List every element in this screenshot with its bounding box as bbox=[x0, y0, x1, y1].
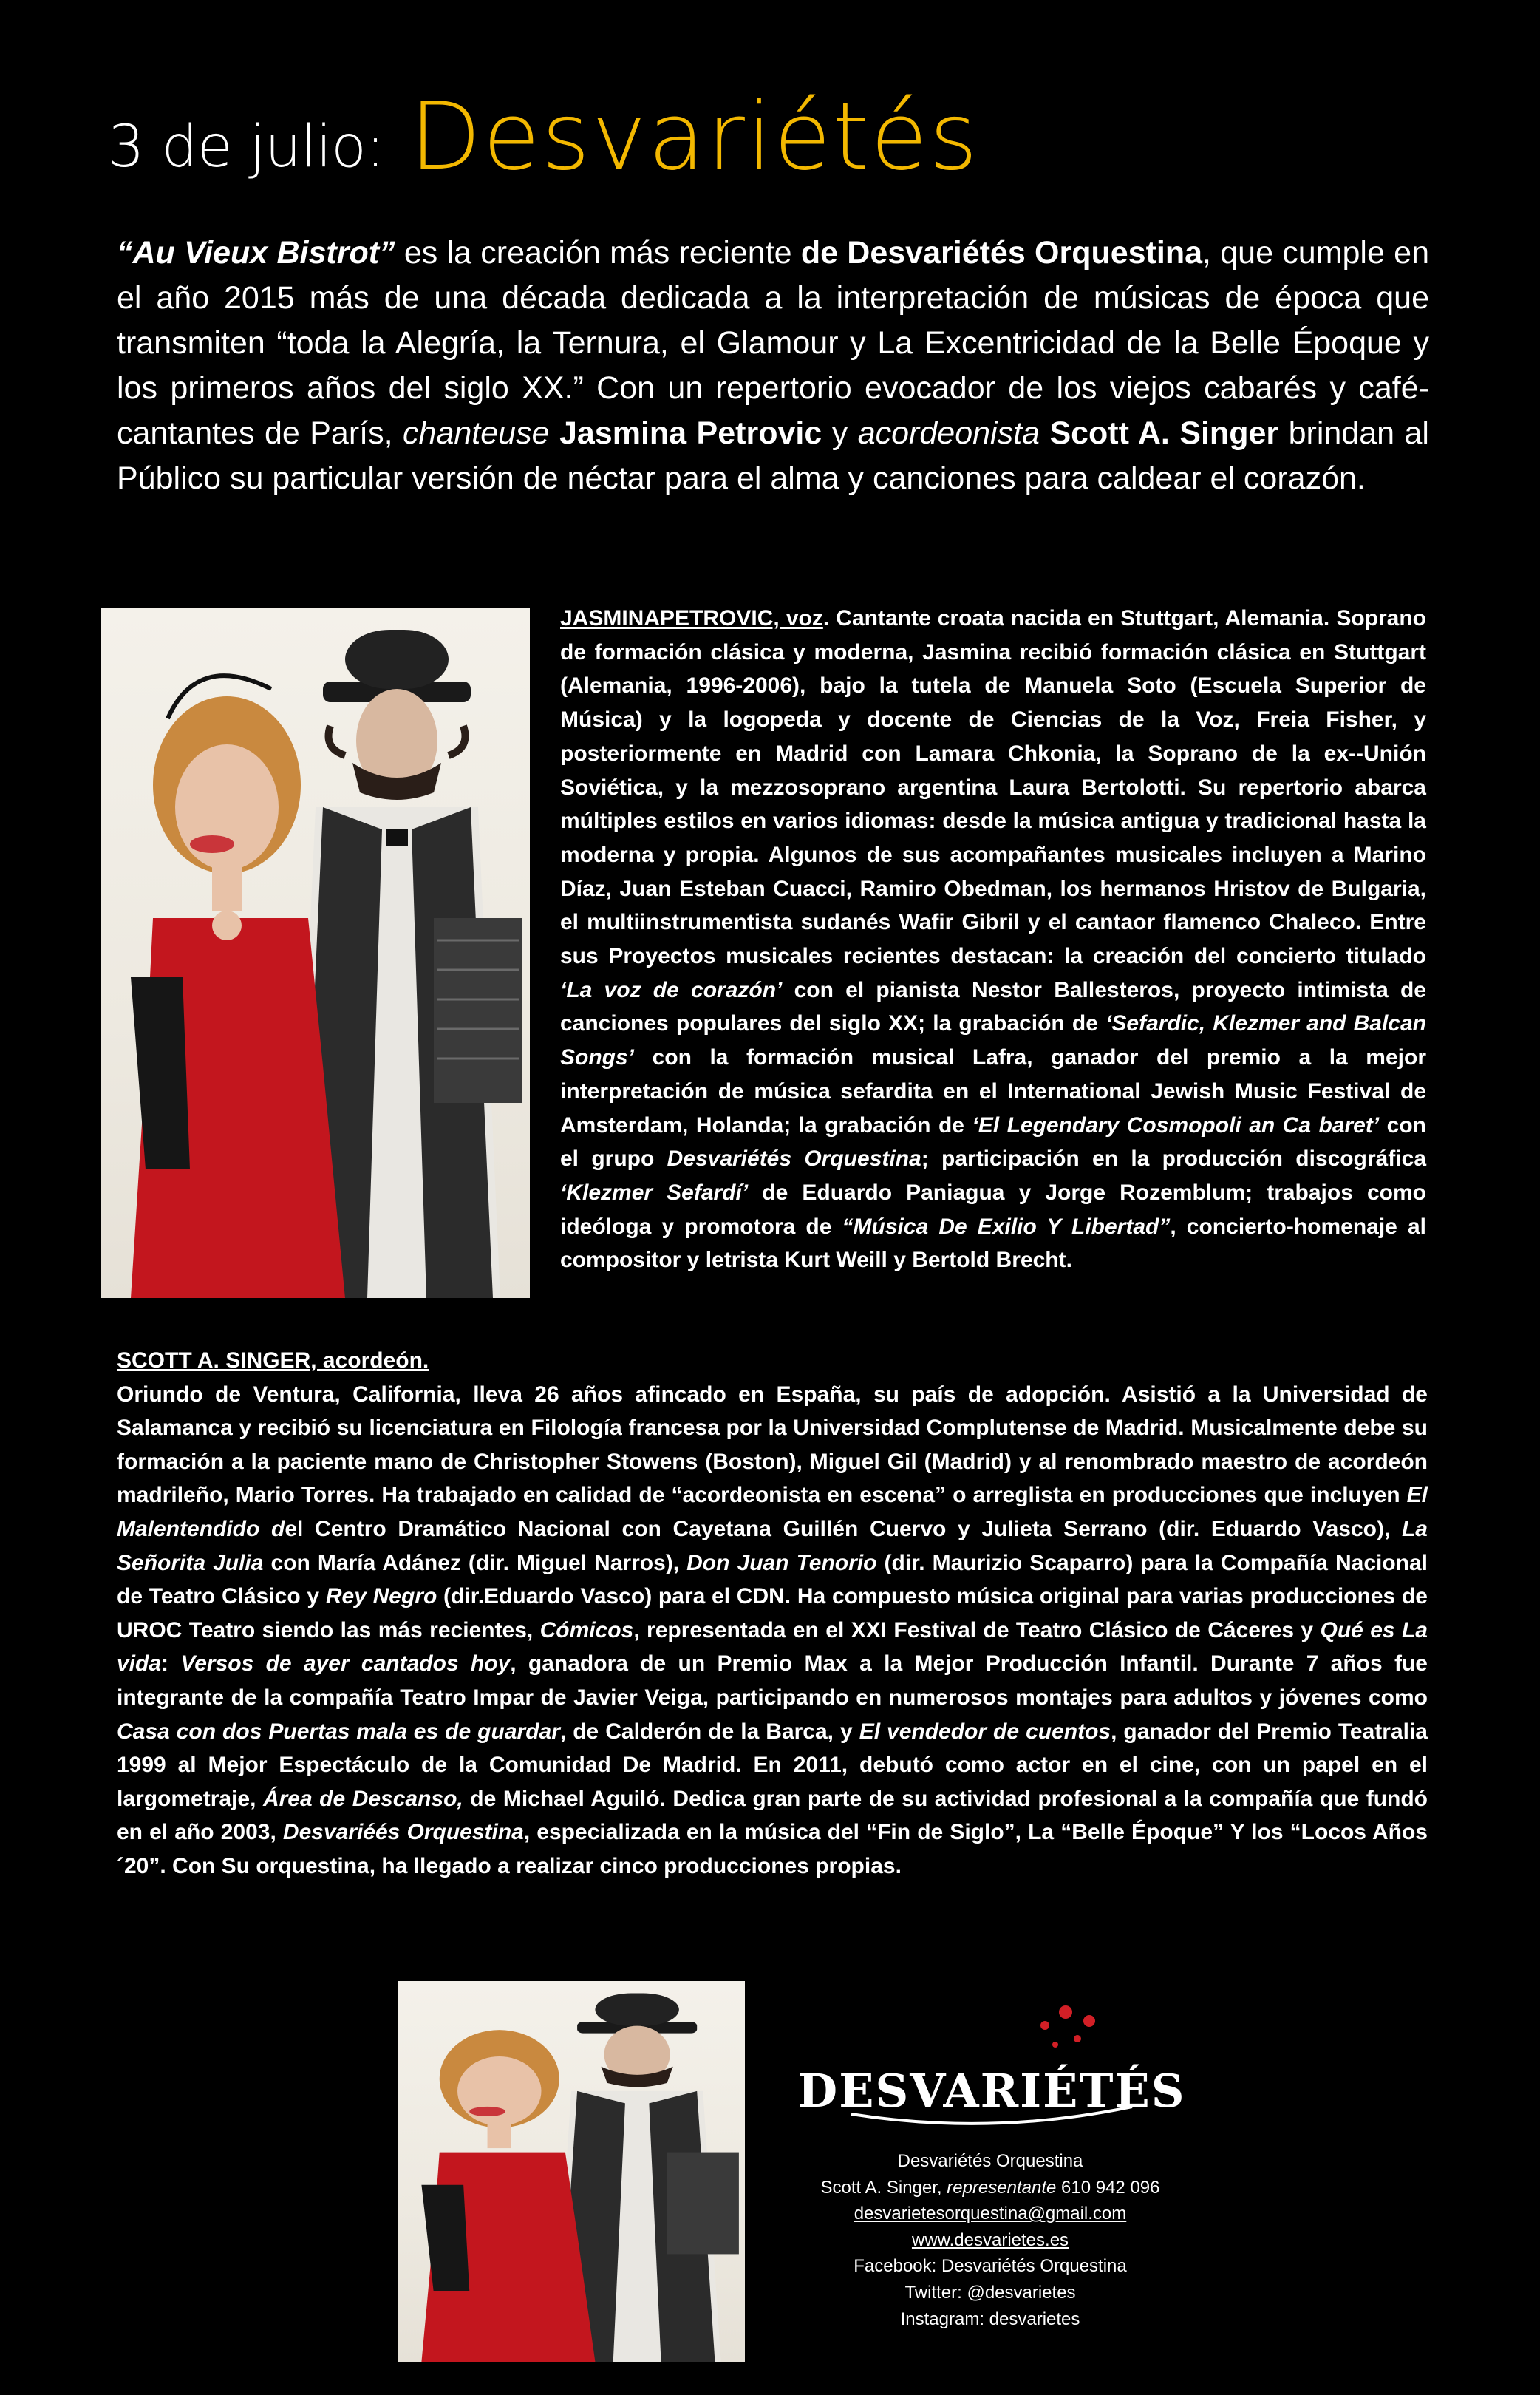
logo-dot bbox=[1040, 2021, 1049, 2030]
intro-bold-jasmina: Jasmina Petrovic bbox=[559, 415, 822, 451]
bio-italic: ‘La voz de corazón’ bbox=[560, 977, 783, 1002]
logo-dot bbox=[1074, 2035, 1081, 2042]
intro-text bbox=[1040, 415, 1049, 451]
bio-text: de Eduardo Paniagua y Jorge Rozemblum; trabajos como ideóloga y promotora de bbox=[560, 1180, 1426, 1239]
bio-scott-heading: SCOTT A. SINGER, acordeón. bbox=[117, 1348, 429, 1373]
bio-jasmina bbox=[560, 602, 1426, 1277]
duo-photo bbox=[101, 608, 530, 1298]
bio-text: con el grupo bbox=[560, 1112, 1427, 1172]
intro-show-title: “Au Vieux Bistrot” bbox=[117, 235, 395, 271]
bio-italic: Rey Negro bbox=[325, 1584, 437, 1609]
contact-email-link[interactable]: desvarietesorquestina@gmail.com bbox=[854, 2204, 1127, 2224]
bio-text: , concierto-homenaje al compositor y letrista Kurt Weill y Bertold Brecht. bbox=[560, 1214, 1426, 1273]
bio-italic: Versos de ayer cantados hoy bbox=[180, 1651, 511, 1676]
logo-dot bbox=[1052, 2042, 1058, 2048]
duo-photo-small-illustration bbox=[398, 1981, 745, 2362]
bio-text: (dir. Maurizio Scaparro) para la Compañía Nacional de Teatro Clásico y bbox=[117, 1550, 1428, 1609]
bio-text: , especializada en la música del “Fin de Siglo”, La “Belle Époque” Y los “Locos Años ´20”. Con Su orquestina, ha llegado a realizar cinco producciones propias. bbox=[117, 1820, 1428, 1878]
bio-italic: Casa con dos Puertas mala es de guardar bbox=[117, 1719, 560, 1744]
bio-scott bbox=[117, 1344, 1428, 1883]
intro-bold-scott: Scott A. Singer bbox=[1049, 415, 1279, 451]
bio-text: con la formación musical Lafra, ganador del premio a la mejor interpretación de música sefardita en el International Jewish Music Festival de Amsterdam, Holanda; la grabación de bbox=[560, 1045, 1426, 1138]
bio-italic: Cómicos bbox=[539, 1617, 634, 1642]
logo-dot bbox=[1083, 2015, 1095, 2027]
contact-block bbox=[769, 2148, 1212, 2332]
contact-rep-phone: 610 942 096 bbox=[1056, 2177, 1160, 2198]
intro-text: y bbox=[822, 415, 858, 451]
page-title bbox=[108, 71, 979, 197]
intro-text: , que cumple en el año 2015 más de una década dedicada a la interpretación de músicas de época que transmiten “toda la Alegría, la Ternura, el Glamour y La Excentricidad de la Belle Époque y los primeros años del siglo XX.” Con un repertorio evocador de los viejos cabarés y café-cantantes de París, bbox=[117, 235, 1429, 451]
contact-website-link[interactable]: www.desvarietes.es bbox=[911, 2229, 1069, 2250]
bio-italic: Desvariéés Orquestina bbox=[282, 1820, 524, 1845]
bio-text: con María Adánez (dir. Miguel Narros), bbox=[263, 1550, 687, 1575]
bio-text: , representada en el XXI Festival de Teatro Clásico de Cáceres y bbox=[633, 1617, 1321, 1642]
intro-paragraph bbox=[117, 231, 1429, 501]
bio-text: con el pianista Nestor Ballesteros, proyecto intimista de canciones populares del siglo XX; la grabación de bbox=[560, 977, 1426, 1036]
bio-italic: Área de Descanso, bbox=[262, 1786, 463, 1811]
bio-italic: El Malentendido d bbox=[117, 1483, 1428, 1541]
intro-italic-chanteuse: chanteuse bbox=[403, 415, 550, 451]
bio-italic: ‘Sefardic, Klezmer and Balcan Songs’ bbox=[560, 1011, 1427, 1070]
intro-text: es la creación más reciente bbox=[395, 235, 801, 271]
bio-italic: La Señorita Julia bbox=[117, 1516, 1428, 1575]
bio-text: , ganadora de un Premio Max a la Mejor Producción Infantil. Durante 7 años fue integrante de la compañía Teatro Impar de Javier Veiga, participando en numerosos montajes para adultos y jóvenes como bbox=[117, 1651, 1428, 1710]
intro-text bbox=[549, 415, 559, 451]
contact-representative bbox=[769, 2175, 1212, 2201]
bio-italic: ‘Klezmer Sefardí’ bbox=[560, 1180, 749, 1205]
logo-graphic bbox=[797, 1996, 1186, 2144]
bio-text: (dir.Eduardo Vasco) para el CDN. Ha compuesto música original para varias producciones de UROC Teatro siendo las más recientes, bbox=[117, 1584, 1428, 1642]
title-date: 3 de julio: bbox=[108, 114, 385, 180]
bio-text: , ganador del Premio Teatralia 1999 al Mejor Espectáculo de la Comunidad De Madrid. En 2011, debutó como actor en el cine, con un papel en el largometraje, bbox=[117, 1719, 1428, 1811]
bio-italic: Desvariétés Orquestina bbox=[667, 1146, 921, 1172]
contact-rep-name: Scott A. Singer, bbox=[820, 2177, 947, 2198]
bio-italic: Qué es La vida bbox=[117, 1617, 1428, 1676]
duo-photo-illustration bbox=[101, 608, 530, 1298]
bio-italic: El vendedor de cuentos bbox=[859, 1719, 1111, 1744]
bio-text: el Centro Dramático Nacional con Cayetana Guillén Cuervo y Julieta Serrano (dir. Eduardo Vasco), bbox=[285, 1516, 1402, 1541]
bio-text: ; participación en la producción discográfica bbox=[921, 1146, 1426, 1172]
logo-dot bbox=[1059, 2005, 1072, 2019]
intro-bold-orquestina: de Desvariétés Orquestina bbox=[800, 235, 1203, 271]
contact-instagram: Instagram: desvarietes bbox=[900, 2309, 1080, 2329]
logo-text: DESVARIÉTÉS bbox=[797, 2064, 1186, 2118]
bio-text: : bbox=[161, 1651, 181, 1676]
contact-name: Desvariétés Orquestina bbox=[897, 2151, 1083, 2171]
bio-italic: “Música De Exilio Y Libertad” bbox=[842, 1214, 1171, 1239]
bio-jasmina-heading: JASMINAPETROVIC, voz bbox=[560, 606, 823, 631]
intro-italic-acordeonista: acordeonista bbox=[857, 415, 1040, 451]
duo-photo-small bbox=[398, 1981, 745, 2362]
bio-italic: Don Juan Tenorio bbox=[686, 1550, 877, 1575]
title-band-name: Desvariétés bbox=[409, 82, 980, 191]
bio-text: de Michael Aguiló. Dedica gran parte de su actividad profesional a la compañía que fundó en el año 2003, bbox=[117, 1786, 1428, 1845]
contact-facebook: Facebook: Desvariétés Orquestina bbox=[854, 2256, 1127, 2277]
bio-text: . Cantante croata nacida en Stuttgart, Alemania. Soprano de formación clásica y moderna, Jasmina recibió formación clásica en Stuttgart (Alemania, 1996-2006), bajo la tutela de Manuela Soto (Escuela Superior de Música) y la logopeda y docente de Ciencias de la Voz, Freia Fisher, y posteriormente en Madrid con Lamara Chkonia, la Soprano de la ex--Unión Soviética, y la mezzosoprano argentina Laura Bertolotti. Su repertorio abarca múltiples estilos en varios idiomas: desde la música antigua y tradicional hasta la moderna y propia. Algunos de sus acompañantes musicales incluyen a Marino Díaz, Juan Esteban Cuacci, Ramiro Obedman, los hermanos Hristov de Bulgaria, el multiinstrumentista sudanés Wafir Gibril y el cantaor flamenco Chaleco. Entre sus Proyectos musicales recientes destacan: la creación del concierto titulado bbox=[560, 606, 1426, 969]
contact-twitter: Twitter: @desvarietes bbox=[904, 2282, 1076, 2303]
desvarietes-logo bbox=[797, 1996, 1186, 2144]
bio-italic: ‘El Legendary Cosmopoli an Ca baret’ bbox=[972, 1112, 1380, 1138]
bio-text: Oriundo de Ventura, California, lleva 26 años afincado en España, su país de adopción. Asistió a la Universidad de Salamanca y recibió su licenciatura en Filología francesa por la Universidad Complutense de Madrid. Musicalmente debe su formación a la paciente mano de Christopher Stowens (Boston), Miguel Gil (Madrid) y al renombrado maestro de acordeón madrileño, Mario Torres. Ha trabajado en calidad de “acordeonista en escena” o arreglista en producciones que incluyen bbox=[117, 1382, 1428, 1508]
bio-text: , de Calderón de la Barca, y bbox=[559, 1719, 859, 1744]
intro-text: brindan al Público su particular versión de néctar para el alma y canciones para caldear el corazón. bbox=[117, 415, 1429, 496]
contact-rep-role: representante bbox=[947, 2177, 1057, 2198]
